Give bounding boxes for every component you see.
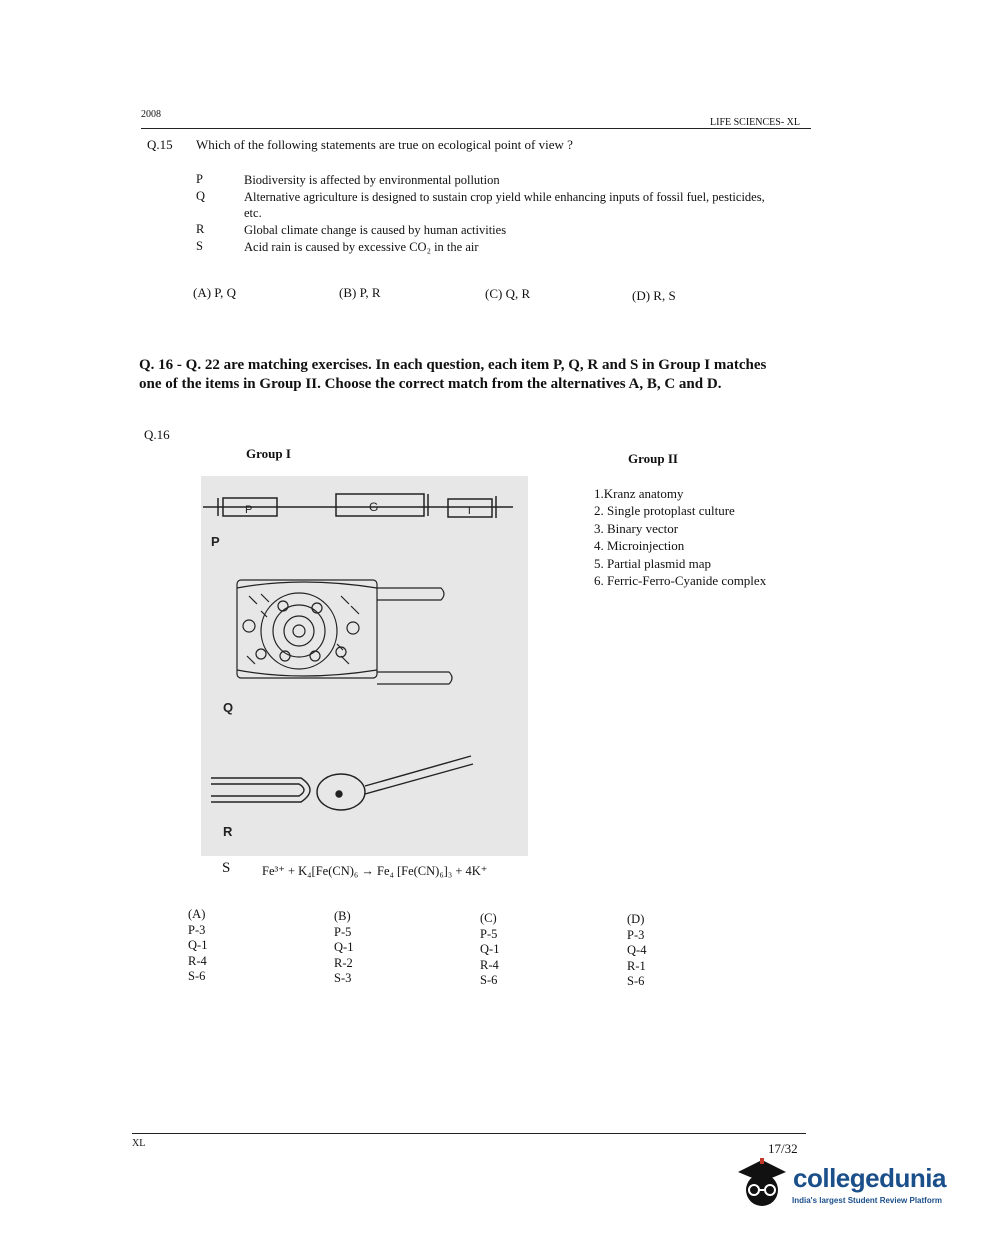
option-match: S-3 bbox=[334, 971, 352, 985]
q16-option-d[interactable] bbox=[627, 912, 646, 990]
logo-tagline: India's largest Student Review Platform bbox=[792, 1196, 942, 1205]
figure-label-r: R bbox=[223, 824, 233, 839]
option-label: (A) bbox=[188, 907, 206, 921]
q15-statement-text: Biodiversity is affected by environmental pollution bbox=[244, 173, 500, 187]
plasmid-box-t-label: T bbox=[466, 505, 473, 517]
matching-instructions: Q. 16 - Q. 22 are matching exercises. In each question, each item P, Q, R and S in Group I matches one of the items in Group II. Choose the correct match from the alternatives A, B, C and D. bbox=[139, 357, 767, 392]
q15-statement-text: Alternative agriculture is designed to sustain crop yield while enhancing inputs of fossil fuel, pesticides, etc. bbox=[244, 190, 765, 220]
option-match: Q-4 bbox=[627, 943, 647, 957]
option-match: Q-1 bbox=[334, 940, 354, 954]
q16-option-a[interactable] bbox=[188, 907, 207, 985]
option-match: P-3 bbox=[188, 922, 206, 937]
q15-option-d[interactable]: (D) R, S bbox=[632, 288, 676, 303]
page-number: 17/32 bbox=[768, 1141, 798, 1156]
microinjection-drawing bbox=[211, 756, 473, 810]
group2-title: Group II bbox=[628, 451, 678, 466]
group1-figure-drawing bbox=[201, 476, 528, 856]
footer-divider bbox=[132, 1133, 806, 1134]
option-match: R-4 bbox=[480, 957, 499, 972]
kranz-anatomy-drawing bbox=[237, 580, 452, 684]
plasmid-box-p-label: P bbox=[245, 504, 253, 516]
option-match: P-5 bbox=[334, 924, 352, 939]
figure-label-q: Q bbox=[223, 700, 234, 715]
s-equation: Fe³⁺ + K₄[Fe(CN)₆ → Fe₄ [Fe(CN)₆]₃ + 4K⁺ bbox=[262, 864, 488, 878]
footer-code: XL bbox=[132, 1138, 146, 1149]
group2-list bbox=[594, 485, 766, 589]
q16-option-c[interactable] bbox=[480, 911, 499, 989]
q15-statement-label: P bbox=[196, 172, 203, 186]
figure-label-s: S bbox=[222, 860, 231, 876]
header-divider bbox=[141, 128, 811, 129]
option-match: S-6 bbox=[627, 974, 645, 988]
option-match: P-5 bbox=[480, 926, 498, 941]
header-subject: LIFE SCIENCES- XL bbox=[710, 117, 800, 128]
q16-number: Q.16 bbox=[144, 427, 170, 442]
q15-option-a[interactable]: (A) P, Q bbox=[193, 285, 236, 300]
q15-statement-label: S bbox=[196, 239, 203, 253]
collegedunia-logo-icon bbox=[732, 1150, 792, 1210]
q15-statement-text: Global climate change is caused by human activities bbox=[244, 223, 507, 237]
option-match: R-2 bbox=[334, 955, 353, 970]
group1-title: Group I bbox=[246, 446, 291, 461]
option-match: Q-1 bbox=[480, 942, 500, 956]
group2-item: 6. Ferric-Ferro-Cyanide complex bbox=[594, 573, 767, 589]
group2-item: 2. Single protoplast culture bbox=[594, 503, 735, 519]
option-match: S-6 bbox=[188, 969, 206, 983]
group2-item: 3. Binary vector bbox=[594, 520, 679, 536]
q15-option-c[interactable]: (C) Q, R bbox=[485, 286, 531, 301]
group2-item: 5. Partial plasmid map bbox=[594, 555, 711, 571]
q15-option-b[interactable]: (B) P, R bbox=[339, 285, 381, 300]
option-match: R-4 bbox=[188, 953, 207, 968]
option-label: (C) bbox=[480, 911, 497, 925]
figure-label-p: P bbox=[211, 534, 220, 549]
option-label: (B) bbox=[334, 909, 351, 923]
group2-item: 4. Microinjection bbox=[594, 538, 685, 554]
q16-option-b[interactable] bbox=[334, 909, 353, 987]
plasmid-box-g-label: G bbox=[369, 500, 379, 514]
q15-number: Q.15 bbox=[147, 137, 173, 152]
q15-statement-label: Q bbox=[196, 189, 206, 203]
group1-figure bbox=[201, 476, 528, 856]
option-label: (D) bbox=[627, 912, 645, 926]
header-year: 2008 bbox=[141, 109, 161, 120]
q15-statement-text: Acid rain is caused by excessive CO₂ in the air bbox=[244, 240, 479, 254]
option-match: R-1 bbox=[627, 958, 646, 973]
logo-name: collegedunia bbox=[793, 1163, 946, 1193]
group2-item: 1.Kranz anatomy bbox=[594, 486, 684, 501]
option-match: Q-1 bbox=[188, 938, 208, 952]
option-match: P-3 bbox=[627, 927, 645, 942]
q15-question: Which of the following statements are true on ecological point of view ? bbox=[196, 137, 573, 152]
q15-statement-label: R bbox=[196, 222, 205, 236]
option-match: S-6 bbox=[480, 973, 498, 987]
